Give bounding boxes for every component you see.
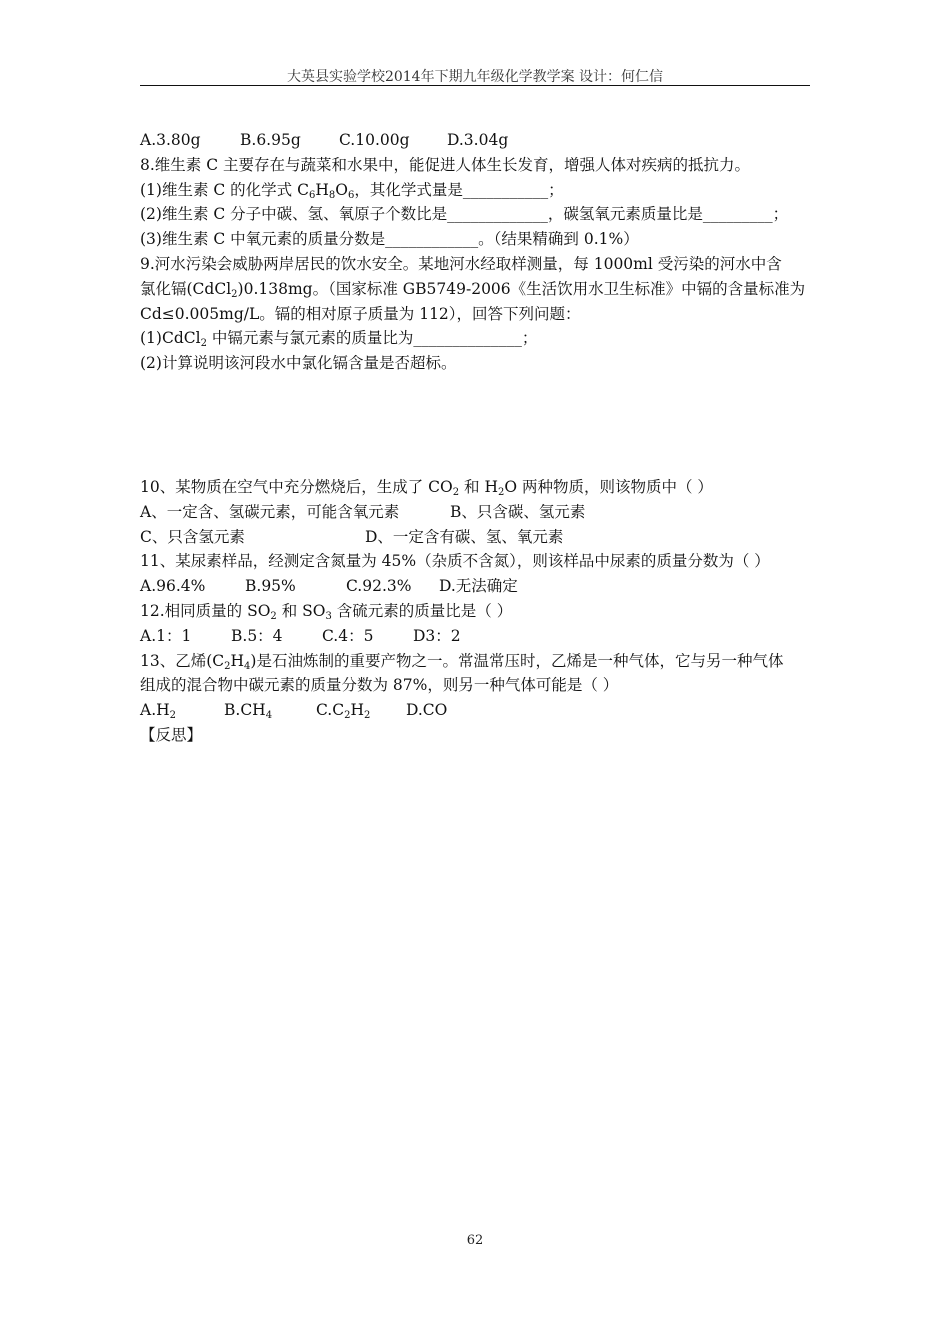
q10-option-b: B、只含碳、氢元素 (450, 502, 586, 521)
q11-option-b: B.95% (245, 577, 296, 596)
q7-option-d: D.3.04g (447, 131, 509, 149)
q8-part1: (1)维生素 C 的化学式 $C_6H_8O_6$，其化学式量是___________； (140, 180, 564, 201)
q10-options-cd (140, 525, 812, 550)
q11-option-d: D.无法确定 (439, 577, 518, 596)
q8-part2: (2)维生素 C 分子中碳、氢、氧原子个数比是_____________，碳氢氧元素质量比是_________； (140, 205, 789, 224)
q11-option-c: C.92.3% (346, 577, 412, 596)
q13-option-a: $A.H_2$ (140, 701, 177, 722)
q13-option-d: D.CO (406, 701, 448, 720)
q13-options (140, 698, 812, 723)
q9-line3: Cd≤0.005mg/L。镉的相对原子质量为 112），回答下列问题： (140, 304, 581, 323)
q13-line1: 13、乙烯$(C_2H_4)$是石油炼制的重要产物之一。常温常压时，乙烯是一种气体，它与另一种气体 (140, 651, 784, 672)
q13-option-b: $B.CH_4$ (224, 701, 273, 722)
q12-option-b: B.5：4 (231, 626, 283, 645)
header-rule (140, 85, 810, 86)
q13-option-c: $C.C_2H_2$ (316, 701, 371, 722)
q8-part3: (3)维生素 C 中氧元素的质量分数是____________。（结果精确到 0.1%） (140, 230, 639, 249)
q10-option-c: C、只含氢元素 (140, 527, 245, 546)
q11-option-a: A.96.4% (140, 577, 206, 596)
q7-option-a: A.3.80g (140, 131, 201, 149)
q10-options-ab (140, 500, 812, 525)
q9-part1: (1)CdCl$_2$ 中镉元素与氯元素的质量比为______________； (140, 329, 538, 350)
q7-options (140, 128, 812, 153)
q9-part2: (2)计算说明该河段水中氯化镉含量是否超标。 (140, 354, 457, 373)
q10-stem: 10、某物质在空气中充分燃烧后，生成了 $CO_2$ 和 $H_2O$ 两种物质，则该物质中（ ） (140, 477, 713, 498)
q12-option-d: D3：2 (413, 626, 461, 645)
q7-option-b: B.6.95g (240, 131, 301, 149)
page-header: 大英县实验学校2014年下期九年级化学教学案 设计：何仁信 (286, 69, 664, 85)
q12-stem: 12.相同质量的 $SO_2$ 和 $SO_3$ 含硫元素的质量比是（ ） (140, 601, 513, 622)
q8-stem: 8.维生素 C 主要存在与蔬菜和水果中，能促进人体生长发育，增强人体对疾病的抵抗力。 (140, 155, 751, 174)
q11-options (140, 574, 812, 599)
q7-option-c: C.10.00g (339, 131, 410, 149)
reflection-heading: 【反思】 (140, 725, 203, 744)
answer-space (140, 376, 812, 475)
q9-line2: 氯化镉(CdCl$_2$)0.138mg。（国家标准 GB5749-2006《生活饮用水卫生标准》中镉的含量标准为 (140, 279, 806, 300)
q10-option-a: A、一定含、氢碳元素，可能含氧元素 (140, 502, 400, 521)
q12-option-c: C.4：5 (322, 626, 374, 645)
worksheet-content (140, 128, 812, 748)
q10-option-d: D、一定含有碳、氢、氧元素 (365, 527, 564, 546)
q12-option-a: A.1：1 (140, 626, 192, 645)
q9-line1: 9.河水污染会威胁两岸居民的饮水安全。某地河水经取样测量，每 1000ml 受污染的河水中含 (140, 254, 782, 273)
q12-options (140, 624, 812, 649)
page-number: 62 (466, 1233, 484, 1248)
q11-stem: 11、某尿素样品，经测定含氮量为 45%（杂质不含氮），则该样品中尿素的质量分数为（ ） (140, 552, 770, 571)
q13-line2: 组成的混合物中碳元素的质量分数为 87%，则另一种气体可能是（ ） (140, 676, 619, 695)
